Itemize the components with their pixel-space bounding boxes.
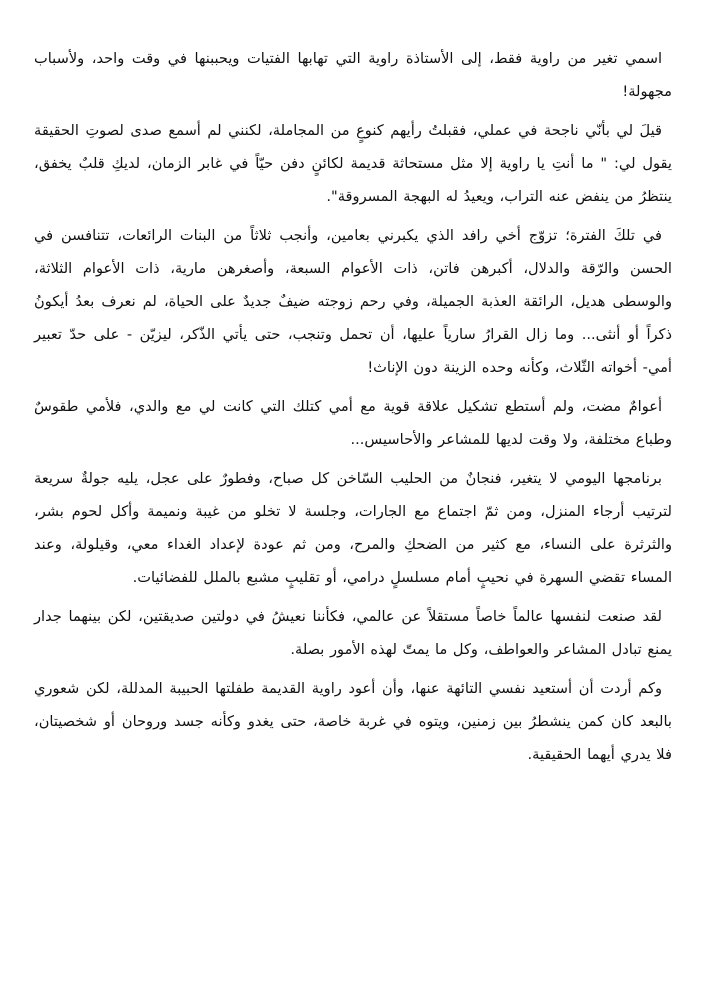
paragraph-7: وكم أردت أن أستعيد نفسي التائهة عنها، وأن أعود راوية القديمة طفلتها الحبيبة المدللة، لكن شعوري بالبعد كان كمن ينشطرُ بين زمنين، ويتوه في غربة خاصة، حتى يغدو وكأنه جسد وروحان أو شخصيتان، فلا يدري أيهما الحقيقية. xyxy=(34,680,672,763)
paragraph-2: قيلَ لي بأنّي ناجحة في عملي، فقبلتُ رأيهم كنوعٍ من المجاملة، لكنني لم أسمع صدى لصوتِ الحقيقة يقول لي: " ما أنتِ يا راوية إلا مثل مستحاثة قديمة لكائنٍ دفن حيّاً في غابر الزمان، لديكِ قلبٌ يخفق، ينتظرُ من ينفض عنه التراب، ويعيدُ له البهجة المسروقة". xyxy=(34,122,672,205)
paragraph-4: أعوامٌ مضت، ولم أستطع تشكيل علاقة قوية مع أمي كتلك التي كانت لي مع والدي، فلأمي طقوسٌ وطباع مختلفة، ولا وقت لديها للمشاعر والأحاسيس... xyxy=(34,398,672,448)
document-page xyxy=(34,42,672,777)
paragraph-5: برنامجها اليومي لا يتغير، فنجانٌ من الحليب السّاخن كل صباح، وفطورٌ على عجل، يليه جولةٌ سريعة لترتيب أرجاء المنزل، ومن ثمّ اجتماع مع الجارات، وجلسة لا تخلو من غيبة ونميمة وأكل لحوم بشر، والثرثرة على النساء، مع كثير من الضحكِ والمرح، ومن ثم عودة لإعداد الغداء معي، وقيلولة، وعند المساء تقضي السهرة في نحيبٍ أمام مسلسلٍ درامي، أو تقليبٍ مشبع بالملل للفضائيات. xyxy=(34,470,672,586)
paragraph-3: في تلكَ الفترة؛ تزوّج أخي رافد الذي يكبرني بعامين، وأنجب ثلاثاً من البنات الرائعات، تتنافسن في الحسن والرّقة والدلال، أكبرهن فاتن، ذات الأعوام السبعة، وأصغرهن مارية، ذات الأعوام الثلاثة، والوسطى هديل، الرائقة العذبة الجميلة، وفي رحم زوجته ضيفٌ جديدٌ على الحياة، لم نعرف بعدُ أيكونُ ذكراً أو أنثى... وما زال القرارُ سارياً عليها، أن تحمل وتنجب، حتى يأتي الذّكر، ليزيّن - على حدّ تعبير أمي- أخواته الثّلاث، وكأنه وحده الزينة دون الإناث! xyxy=(34,227,672,376)
paragraph-1: اسمي تغير من راوية فقط، إلى الأستاذة راوية التي تهابها الفتيات ويحببنها في وقت واحد، ولأسباب مجهولة! xyxy=(34,50,672,100)
paragraph-6: لقد صنعت لنفسها عالماً خاصاً مستقلاً عن عالمي، فكأننا نعيشُ في دولتين صديقتين، لكن بينهما جدار يمنع تبادل المشاعر والعواطف، وكل ما يمتّ لهذه الأمور بصلة. xyxy=(34,608,672,658)
